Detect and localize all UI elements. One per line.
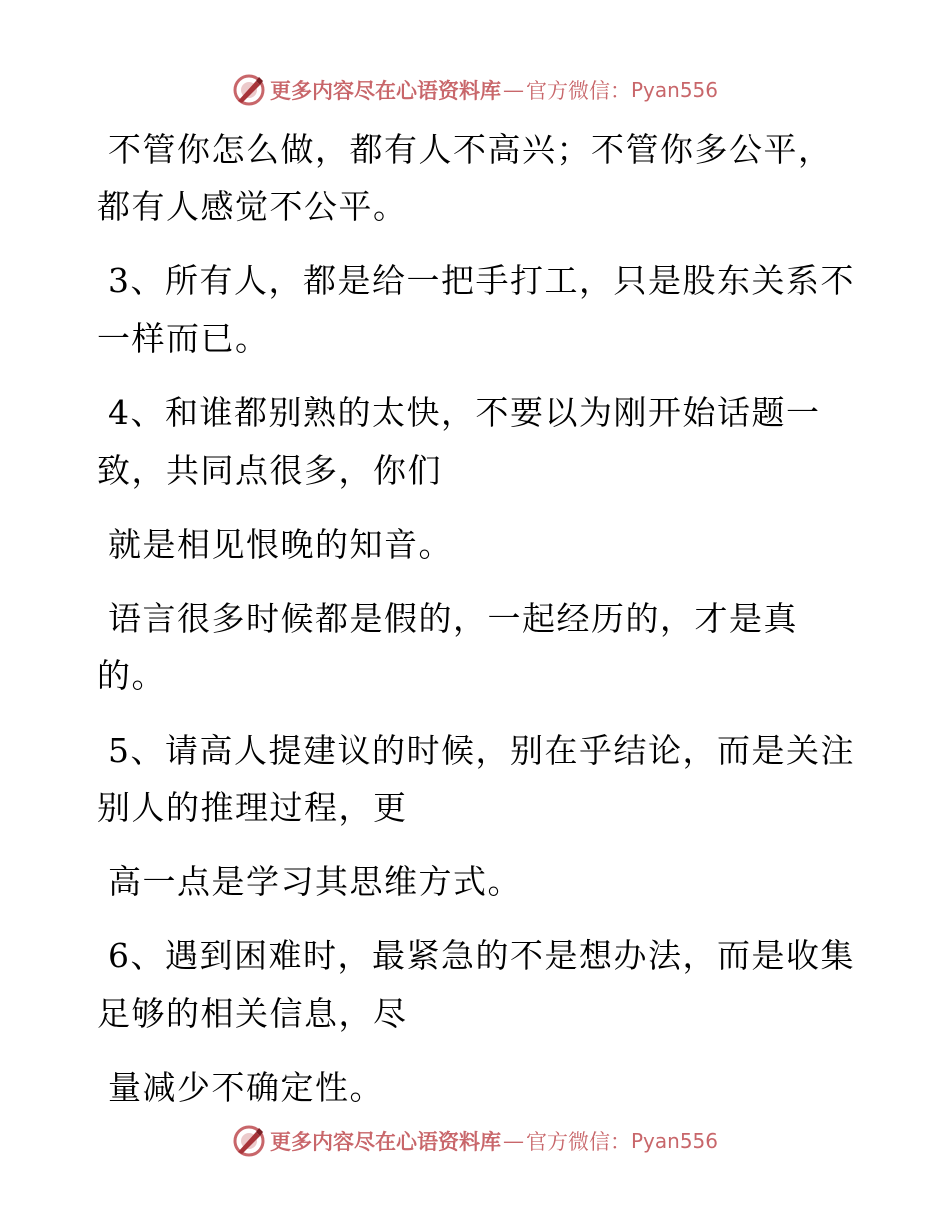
text-line: 就是相见恨晚的知音。	[108, 525, 453, 564]
text-line: 4、和谁都别熟的太快，不要以为刚开始话题一	[108, 393, 821, 432]
text-line: 3、所有人，都是给一把手打工，只是股东关系不	[108, 261, 855, 300]
watermark-wechat-label: 官方微信：	[525, 79, 631, 103]
watermark-wechat-id: Pyan556	[630, 1129, 718, 1153]
red-seal-pen-icon	[232, 73, 266, 107]
text-line: 5、请高人提建议的时候，别在乎结论，而是关注	[108, 731, 855, 770]
text-line: 致，共同点很多，你们	[97, 451, 442, 490]
watermark-separator: —	[502, 78, 524, 102]
text-line: 6、遇到困难时，最紧急的不是想办法，而是收集	[108, 936, 855, 975]
text-line: 别人的推理过程，更	[97, 788, 408, 827]
text-line: 量减少不确定性。	[108, 1068, 384, 1107]
red-seal-pen-icon	[232, 1124, 266, 1158]
watermark-main-text: 更多内容尽在心语资料库	[269, 78, 501, 103]
text-line: 不管你怎么做，都有人不高兴；不管你多公平，	[108, 130, 833, 169]
text-line: 的。	[97, 656, 166, 695]
header-watermark	[0, 70, 950, 110]
watermark-wechat-label: 官方微信：	[525, 1130, 631, 1154]
text-line: 高一点是学习其思维方式。	[108, 862, 522, 901]
text-line: 语言很多时候都是假的，一起经历的，才是真	[108, 599, 798, 638]
text-line: 都有人感觉不公平。	[97, 187, 408, 226]
footer-watermark	[0, 1121, 950, 1161]
text-line: 足够的相关信息，尽	[97, 994, 408, 1033]
watermark-main-text: 更多内容尽在心语资料库	[269, 1129, 501, 1154]
watermark-wechat-id: Pyan556	[630, 78, 718, 102]
text-line: 一样而已。	[97, 319, 270, 358]
watermark-separator: —	[502, 1129, 524, 1153]
